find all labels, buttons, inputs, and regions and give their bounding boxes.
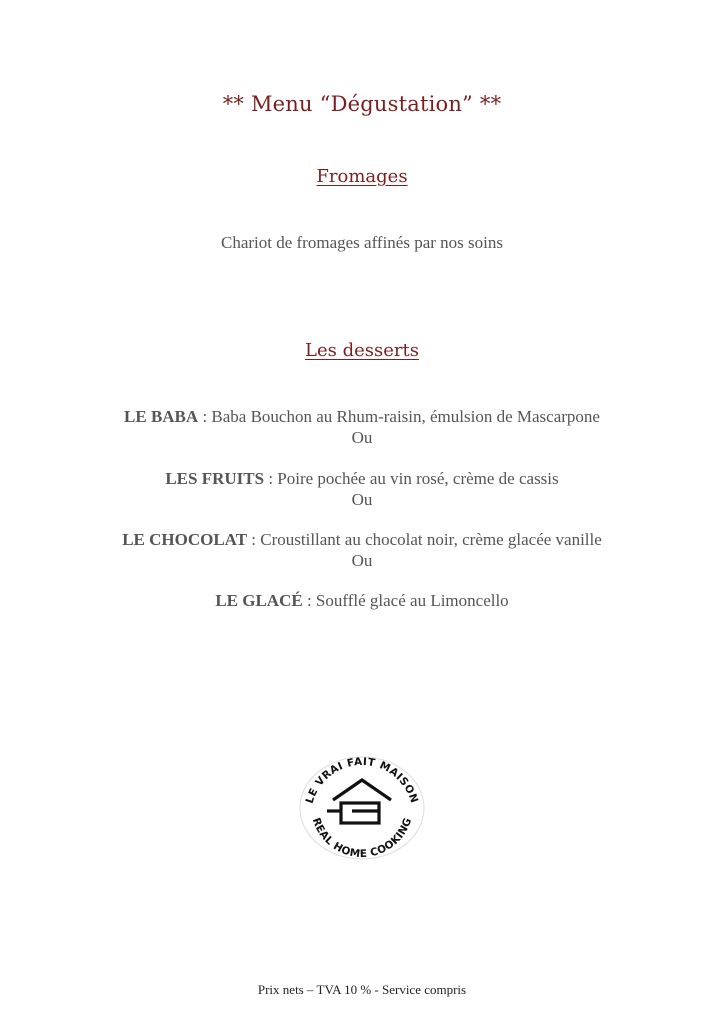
- dessert-name: LE GLACÉ: [215, 591, 303, 610]
- footer-note: Prix nets – TVA 10 % - Service compris: [257, 982, 467, 997]
- dessert-item: [0, 469, 724, 489]
- menu-title: ** Menu “Dégustation” **: [222, 92, 502, 116]
- fromages-heading: Fromages: [316, 166, 408, 187]
- fait-maison-logo: [297, 754, 427, 862]
- dessert-name: LES FRUITS: [165, 469, 265, 488]
- dessert-separator: Ou: [351, 551, 373, 570]
- dessert-description: : Baba Bouchon au Rhum-raisin, émulsion de Mascarpone: [198, 407, 600, 426]
- dessert-item: [0, 530, 724, 550]
- dessert-separator: Ou: [351, 490, 373, 509]
- section-heading-desserts: [0, 340, 724, 361]
- dessert-description: : Croustillant au chocolat noir, crème glacée vanille: [247, 530, 602, 549]
- dessert-description: : Soufflé glacé au Limoncello: [302, 591, 509, 610]
- dessert-item: [0, 407, 724, 427]
- dessert-name: LE BABA: [124, 407, 199, 426]
- fromages-description: Chariot de fromages affinés par nos soins: [220, 233, 503, 252]
- dessert-name: LE CHOCOLAT: [122, 530, 248, 549]
- dessert-separator: Ou: [351, 428, 373, 447]
- section-heading-fromages: [0, 166, 724, 187]
- logo-bottom-text: REAL HOME COOKING: [309, 816, 415, 861]
- dessert-description: : Poire pochée au vin rosé, crème de cassis: [264, 469, 559, 488]
- logo-top-text: LE VRAI FAIT MAISON: [303, 755, 421, 805]
- dessert-item: [0, 591, 724, 611]
- desserts-heading: Les desserts: [305, 340, 419, 361]
